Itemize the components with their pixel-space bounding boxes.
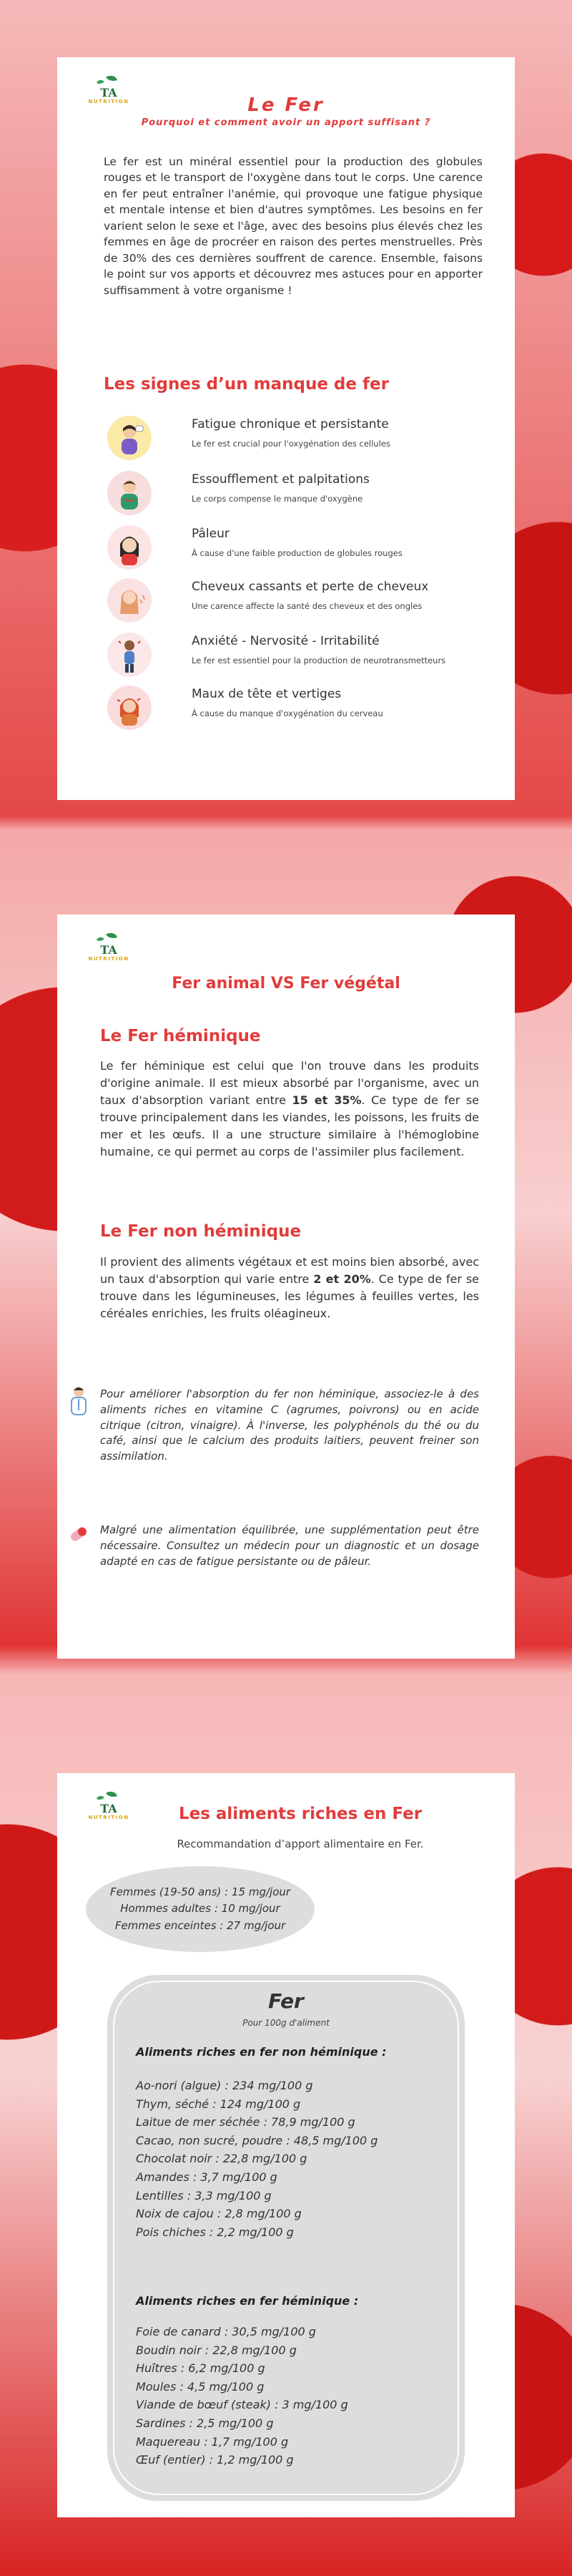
- food-item: Noix de cajou : 2,8 mg/100 g: [136, 2207, 302, 2221]
- headache-icon: [107, 686, 152, 730]
- food-item: Chocolat noir : 22,8 mg/100 g: [136, 2152, 307, 2166]
- hair-loss-icon: [107, 578, 152, 623]
- iron-table-panel: [107, 1975, 465, 2501]
- sign-title: Maux de tête et vertiges: [192, 687, 342, 701]
- page-subtitle: Recommandation d’apport alimentaire en Fer.: [177, 1838, 424, 1850]
- recommendations-panel: [86, 1866, 315, 1952]
- sign-description: Le fer est essentiel pour la production de neurotransmetteurs: [192, 655, 446, 665]
- food-item: Huîtres : 6,2 mg/100 g: [136, 2361, 265, 2376]
- heme-text-2: . Ce type de fer se trouve principalement dans les viandes, les poissons, les fruits de mer et les œufs. Il a une structure similaire à l'hémoglobine humaine, ce qui permet au corps de l'assimiler plus facilement.: [100, 1093, 479, 1158]
- food-item: Sardines : 2,5 mg/100 g: [136, 2416, 274, 2430]
- sign-description: Une carence affecte la santé des cheveux et des ongles: [192, 601, 423, 611]
- sign-item: [107, 411, 508, 462]
- food-item: Amandes : 3,7 mg/100 g: [136, 2170, 277, 2184]
- nonheme-text-2: . Ce type de fer se trouve dans les légumineuses, les légumes à feuilles vertes, les céréales enrichies, les fruits oléagineux.: [100, 1272, 479, 1320]
- nonheme-food-list: [136, 2077, 450, 2241]
- food-item: Ao-nori (algue) : 234 mg/100 g: [136, 2079, 313, 2092]
- tired-person-icon: [107, 416, 152, 460]
- food-item: Foie de canard : 30,5 mg/100 g: [136, 2325, 316, 2338]
- food-item: Viande de bœuf (steak) : 3 mg/100 g: [136, 2398, 348, 2412]
- anxious-person-icon: [107, 633, 152, 677]
- food-item: Maquereau : 1,7 mg/100 g: [136, 2434, 289, 2449]
- heme-heading: Le Fer héminique: [100, 1027, 261, 1045]
- logo-name: NUTRITION: [88, 956, 129, 962]
- food-item: Thym, séché : 124 mg/100 g: [136, 2097, 301, 2111]
- sign-title: Essoufflement et palpitations: [192, 472, 370, 487]
- recommendation-item: Femmes enceintes : 27 mg/jour: [114, 1918, 286, 1932]
- sign-title: Pâleur: [192, 527, 230, 541]
- food-item: Laitue de mer séchée : 78,9 mg/100 g: [136, 2115, 355, 2129]
- sign-item: [107, 628, 508, 678]
- card-aliments-riches: [57, 1773, 515, 2517]
- sign-description: Le corps compense le manque d'oxygène: [192, 494, 363, 504]
- heme-bold: 15 et 35%: [292, 1093, 362, 1107]
- logo: [86, 932, 132, 962]
- page-title: Fer animal VS Fer végétal: [172, 975, 400, 992]
- nonheme-text-1: Il provient des aliments végétaux et est moins bien absorbé, avec un taux d'absorption qui varie entre: [100, 1255, 479, 1286]
- sign-title: Fatigue chronique et persistante: [192, 417, 389, 431]
- logo-letters: TA: [100, 1802, 117, 1815]
- logo-name: NUTRITION: [88, 99, 129, 104]
- pill-icon: [67, 1523, 90, 1546]
- tip-supplement: Malgré une alimentation équilibrée, une supplémentation peut être nécessaire. Consultez un médecin pour un diagnostic et un dosage adapté en cas de fatigue persistante ou de pâleur.: [100, 1523, 479, 1568]
- nonheme-bold: 2 et 20%: [313, 1272, 371, 1286]
- intro-paragraph: Le fer est un minéral essentiel pour la production des globules rouges et le transport de l'oxygène dans tout le corps. Une carence en fer peut entraîner l'anémie, qui provoque une fatigue physique et mentale intense et bien d'autres symptômes. Les besoins en fer varient selon le sexe et l'âge, avec des besoins plus élevés chez les femmes en âge de procréer en raison des pertes menstruelles. Près de 30% des ces dernières souffrent de carence. Ensemble, faisons le point sur vos apports et découvrez mes astuces pour en apporter suffisamment à votre organisme !: [104, 155, 483, 297]
- nonheme-heading: Le Fer non héminique: [100, 1222, 302, 1241]
- sign-item: [107, 574, 508, 624]
- food-item: Lentilles : 3,3 mg/100 g: [136, 2188, 272, 2202]
- page-title: Les aliments riches en Fer: [178, 1805, 423, 1823]
- logo-letters: TA: [100, 943, 117, 956]
- food-item: Cacao, non sucré, poudre : 48,5 mg/100 g: [136, 2133, 378, 2147]
- sign-item: [107, 467, 508, 517]
- sign-description: À cause d'une faible production de globules rouges: [192, 548, 403, 558]
- sign-description: Le fer est crucial pour l'oxygénation des cellules: [192, 439, 390, 449]
- signs-heading: Les signes d’un manque de fer: [104, 375, 389, 394]
- sign-title: Anxiété - Nervosité - Irritabilité: [192, 634, 380, 648]
- recommendation-item: Femmes (19-50 ans) : 15 mg/jour: [109, 1885, 291, 1899]
- heme-list-heading: Aliments riches en fer héminique :: [136, 2294, 359, 2308]
- page-subtitle: Pourquoi et comment avoir un apport suffisant ?: [141, 117, 431, 128]
- logo-letters: TA: [100, 86, 117, 99]
- card-le-fer: [57, 57, 515, 800]
- food-item: Pois chiches : 2,2 mg/100 g: [136, 2225, 294, 2239]
- doctor-icon: [64, 1383, 93, 1419]
- sign-item: [107, 521, 508, 571]
- logo-name: NUTRITION: [88, 1815, 129, 1820]
- tip-vitamin-c: Pour améliorer l'absorption du fer non héminique, associez-le à des aliments riches en vitamine C (agrumes, poivrons) ou en acide citrique (citron, vinaigre). À l'inverse, les polyphénols du thé ou du café, ainsi que le calcium des produits laitiers, peuvent freiner son assimilation.: [100, 1387, 479, 1463]
- food-item: Œuf (entier) : 1,2 mg/100 g: [136, 2453, 294, 2467]
- nonheme-paragraph: [100, 1254, 479, 1322]
- food-item: Boudin noir : 22,8 mg/100 g: [136, 2343, 297, 2357]
- sign-description: À cause du manque d'oxygénation du cerveau: [192, 708, 383, 718]
- heme-food-list: [136, 2323, 450, 2469]
- pale-face-icon: [107, 525, 152, 570]
- table-title: Fer: [268, 1989, 304, 2013]
- breathless-person-icon: [107, 471, 152, 515]
- sign-item: [107, 681, 508, 731]
- leaf-logo-icon: [94, 932, 123, 956]
- recommendation-item: Hommes adultes : 10 mg/jour: [120, 1902, 280, 1916]
- card-fer-animal-vegetal: [57, 914, 515, 1659]
- sign-title: Cheveux cassants et perte de cheveux: [192, 580, 429, 594]
- nonheme-list-heading: Aliments riches en fer non héminique :: [136, 2045, 387, 2059]
- food-item: Moules : 4,5 mg/100 g: [136, 2379, 265, 2394]
- table-subtitle: Pour 100g d'aliment: [242, 2018, 330, 2028]
- heme-paragraph: [100, 1058, 479, 1161]
- page-title: Le Fer: [247, 94, 325, 116]
- heme-text-1: Le fer héminique est celui que l'on trouve dans les produits d'origine animale. Il est mieux absorbé par l'organisme, avec un taux d'absorption variant entre: [100, 1059, 479, 1107]
